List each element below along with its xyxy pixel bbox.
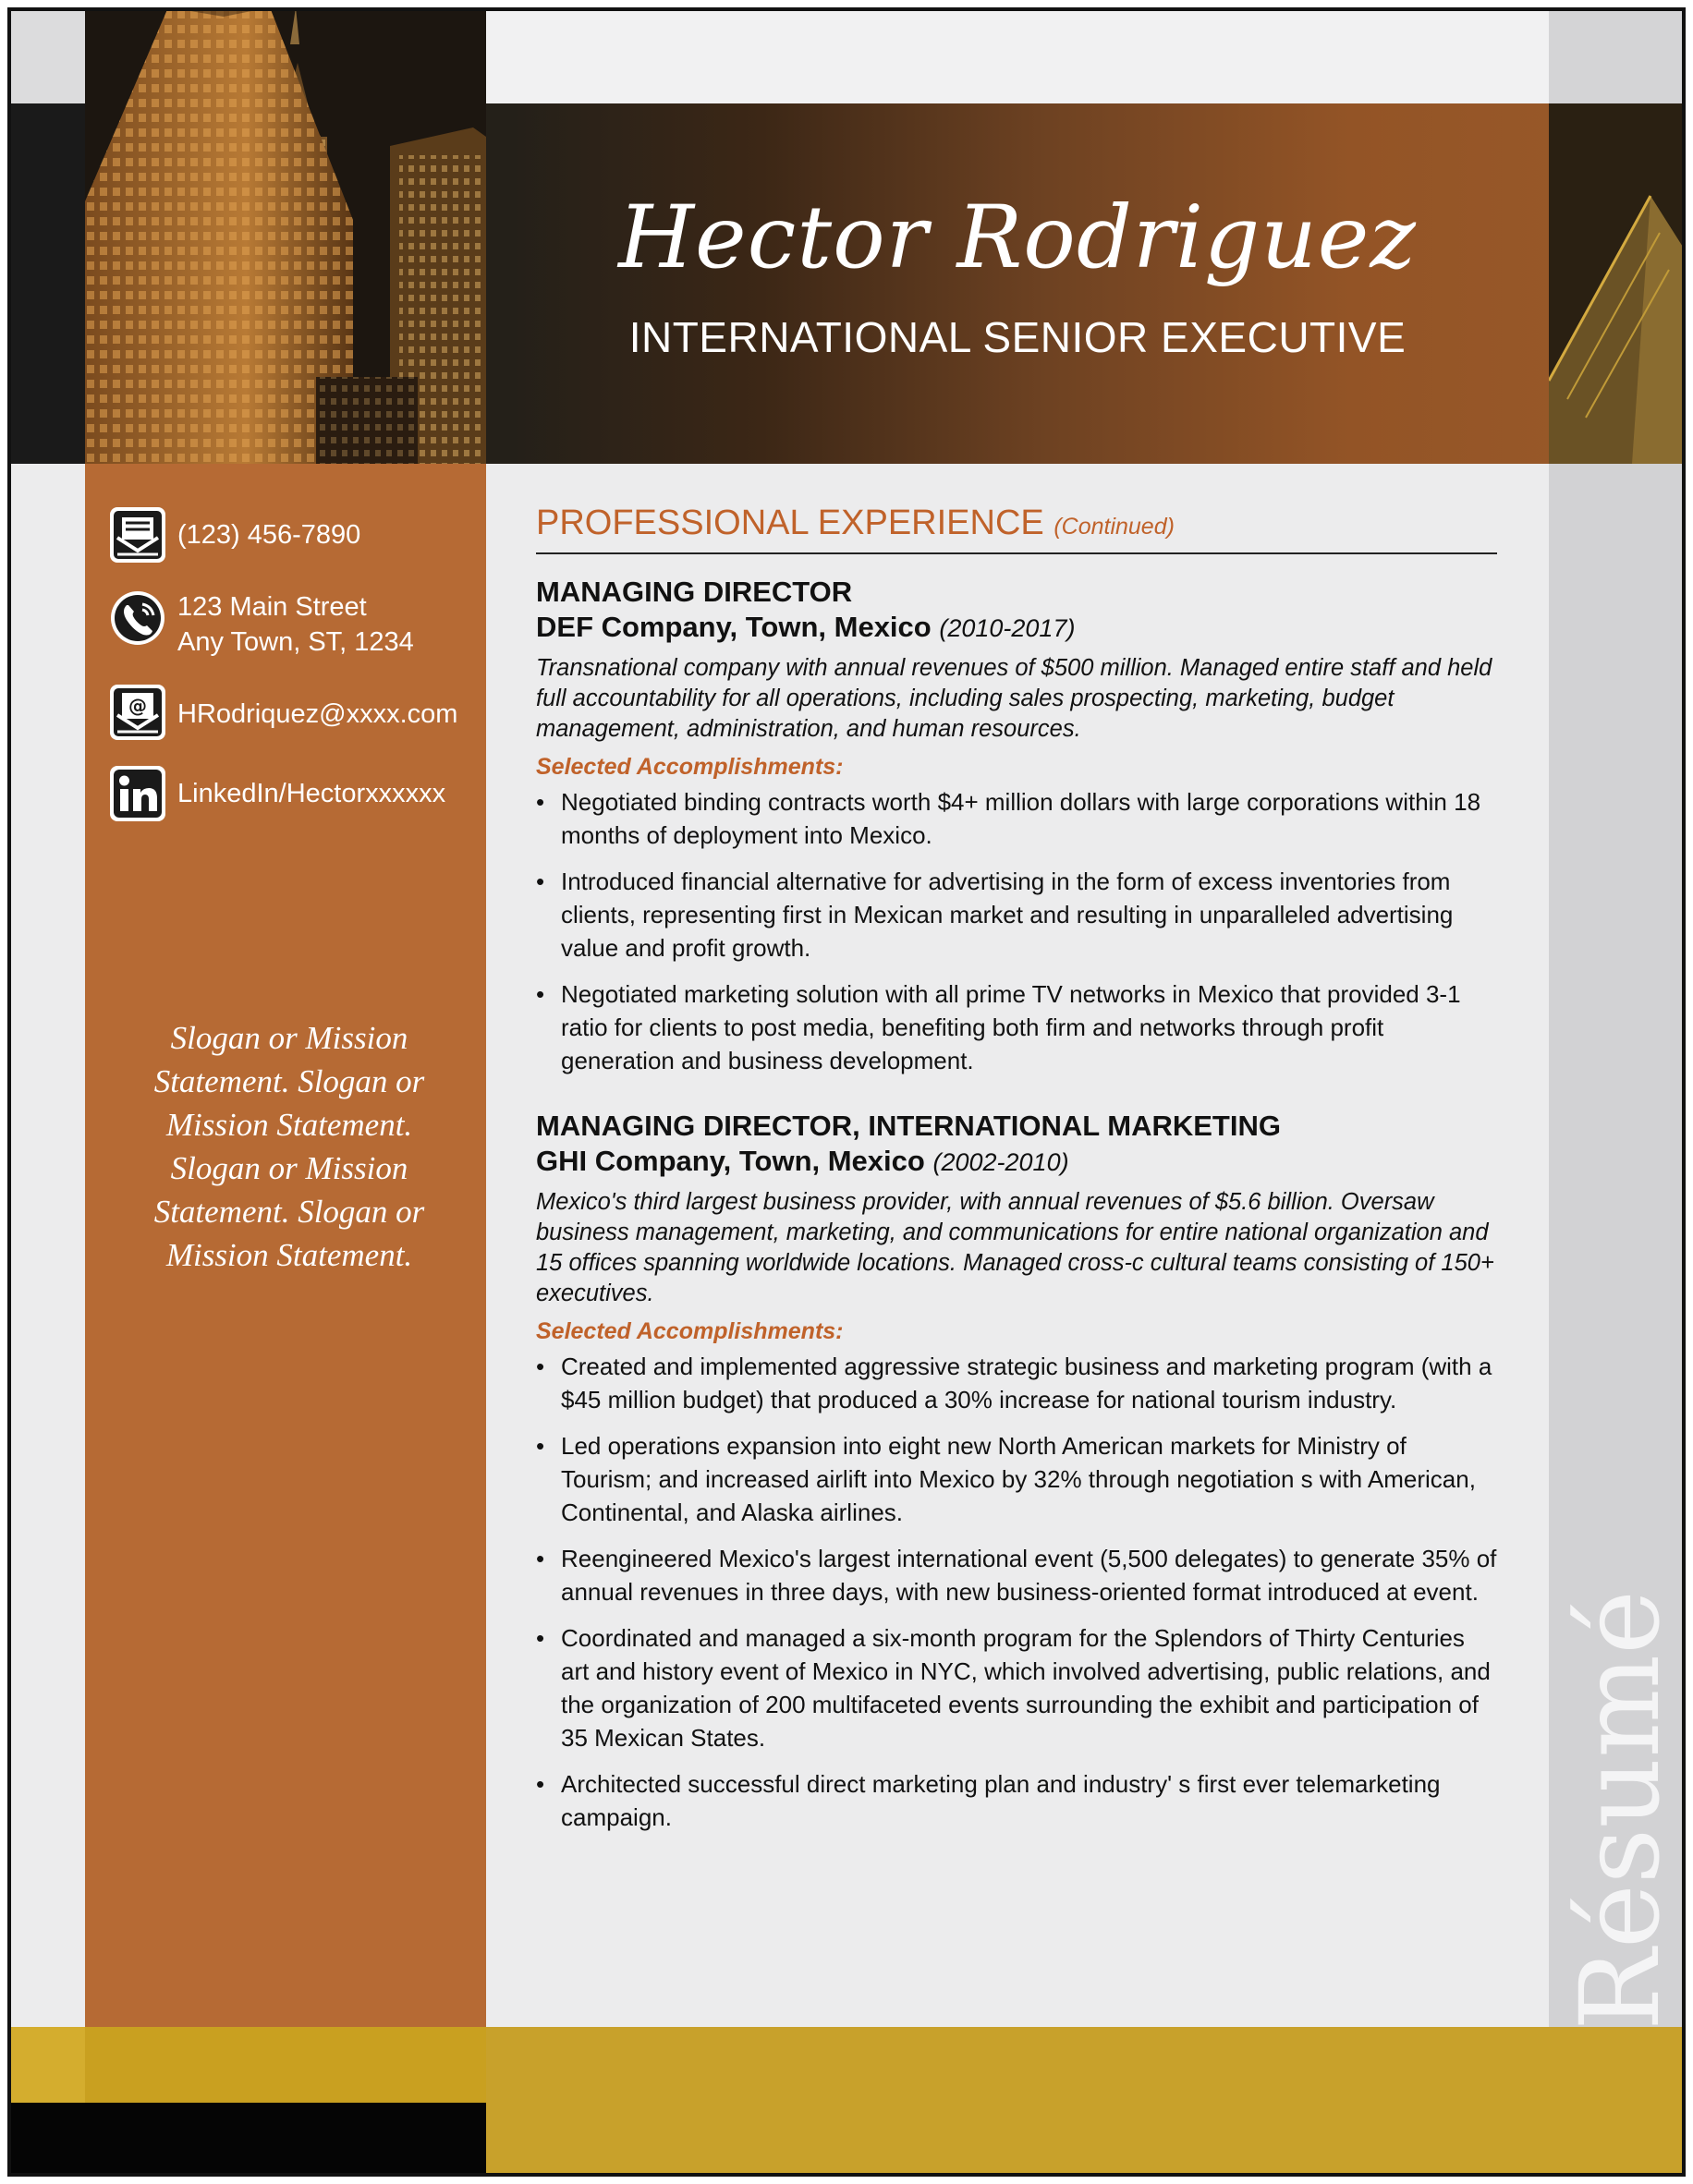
job-dates: (2002-2010) <box>932 1148 1069 1176</box>
job-title: MANAGING DIRECTOR <box>536 576 853 608</box>
list-item: • Coordinated and managed a six-month program for the Splendors of Thirty Centuries art and history event of Mexico in NYC, which involved advertising, public relations, and the organization of 200 multifaceted events surrounding the exhibit and participation of 35 Mexican States. <box>536 1621 1497 1754</box>
address-line-2: Any Town, ST, 1234 <box>177 627 414 657</box>
phone-icon <box>109 589 166 647</box>
job-company-name: DEF Company, Town, Mexico <box>536 611 932 643</box>
section-continued: (Continued) <box>1054 514 1175 540</box>
skyscraper-illustration-right <box>1549 103 1686 464</box>
list-item: • Reengineered Mexico's largest international event (5,500 delegates) to generate 35% of annual revenues in three days, with new business-oriented format introduced at event. <box>536 1542 1497 1608</box>
main-content <box>536 501 1497 1847</box>
resume-page <box>7 7 1686 2177</box>
job-entry-2 <box>536 1109 1497 1834</box>
job-description: Mexico's third largest business provider, with annual revenues of $5.6 billion. Oversaw business management, marketing, and communications for entire national organization and 15 offices spanning worldwide locations. Managed cross-c cultural teams consisting of 150+ executives. <box>536 1189 1494 1306</box>
linkedin-icon <box>109 765 166 822</box>
list-item: • Created and implemented aggressive strategic business and marketing program (with a $45 million budget) that produced a 30% increase for national tourism industry. <box>536 1350 1497 1416</box>
candidate-title: INTERNATIONAL SENIOR EXECUTIVE <box>628 313 1407 361</box>
accomplishments-list <box>536 1350 1497 1834</box>
accomplishments-list <box>536 785 1497 1077</box>
job-description: Transnational company with annual revenues of $500 million. Managed entire staff and held full accountability for all operations, including sales prospecting, marketing, budget management, administration, and human resources. <box>536 655 1492 742</box>
list-item: • Architected successful direct marketing plan and industry' s first ever telemarketing campaign. <box>536 1767 1497 1834</box>
list-item: • Introduced financial alternative for advertising in the form of excess inventories from clients, representing first in Mexican market and resulting in unparalleled advertising value and profit growth. <box>536 865 1497 965</box>
resume-vertical-text: Résumé <box>1556 1590 1684 2031</box>
accomplishments-label: Selected Accomplishments: <box>536 1318 844 1344</box>
contact-linkedin-row <box>109 765 445 822</box>
footer-sidebar-gold <box>85 2027 486 2103</box>
top-center-strip <box>486 7 1549 103</box>
skyscraper-photo <box>85 7 486 464</box>
list-item: • Negotiated marketing solution with all prime TV networks in Mexico that provided 3-1 ratio for clients to post media, benefiting both firm and networks through profit generation and business development. <box>536 977 1497 1077</box>
contact-phone-row <box>109 506 360 564</box>
footer-black-band <box>7 2103 486 2177</box>
section-rule <box>536 552 1497 554</box>
contact-address <box>177 589 414 660</box>
skyscraper-photo-right <box>1549 103 1686 464</box>
email-icon <box>109 684 166 741</box>
contact-address-row <box>109 589 414 660</box>
skyscraper-illustration <box>85 7 486 464</box>
accomplishments-label: Selected Accomplishments: <box>536 754 844 780</box>
candidate-name: Hector Rodriguez <box>618 188 1417 288</box>
slogan: Slogan or Mission Statement. Slogan or Mission Statement. Slogan or Mission Statement. Slogan or Mission Statement. <box>153 1020 425 1273</box>
contact-phone: (123) 456-7890 <box>177 520 361 550</box>
list-item: • Led operations expansion into eight new North American markets for Ministry of Tourism; and increased airlift into Mexico by 32% through negotiation s with American, Continental, and Alaska airlines. <box>536 1429 1497 1529</box>
contact-linkedin[interactable]: LinkedIn/Hectorxxxxxx <box>177 779 446 808</box>
footer-left-gold <box>7 2027 85 2103</box>
top-right-strip <box>1549 7 1686 103</box>
address-line-1: 123 Main Street <box>177 592 367 622</box>
top-left-strip <box>7 7 85 103</box>
svg-text:@: @ <box>128 695 147 717</box>
envelope-icon <box>109 506 166 564</box>
section-title <box>536 501 1497 549</box>
job-company <box>536 1144 1497 1180</box>
job-company-name: GHI Company, Town, Mexico <box>536 1145 925 1177</box>
contact-email[interactable]: HRodriquez@xxxx.com <box>177 699 458 729</box>
header-left-dark <box>7 103 85 464</box>
job-company <box>536 610 1497 646</box>
footer-gold-band <box>486 2027 1686 2177</box>
job-entry-1 <box>536 575 1497 1077</box>
list-item: • Negotiated binding contracts worth $4+ million dollars with large corporations within 18 months of deployment into Mexico. <box>536 785 1497 852</box>
left-margin <box>7 464 85 2027</box>
job-dates: (2010-2017) <box>939 614 1076 642</box>
contact-email-row <box>109 684 457 741</box>
resume-vertical-label <box>1549 1569 1686 2040</box>
job-title: MANAGING DIRECTOR, INTERNATIONAL MARKETING <box>536 1110 1281 1142</box>
section-title-text: PROFESSIONAL EXPERIENCE <box>536 504 1044 542</box>
